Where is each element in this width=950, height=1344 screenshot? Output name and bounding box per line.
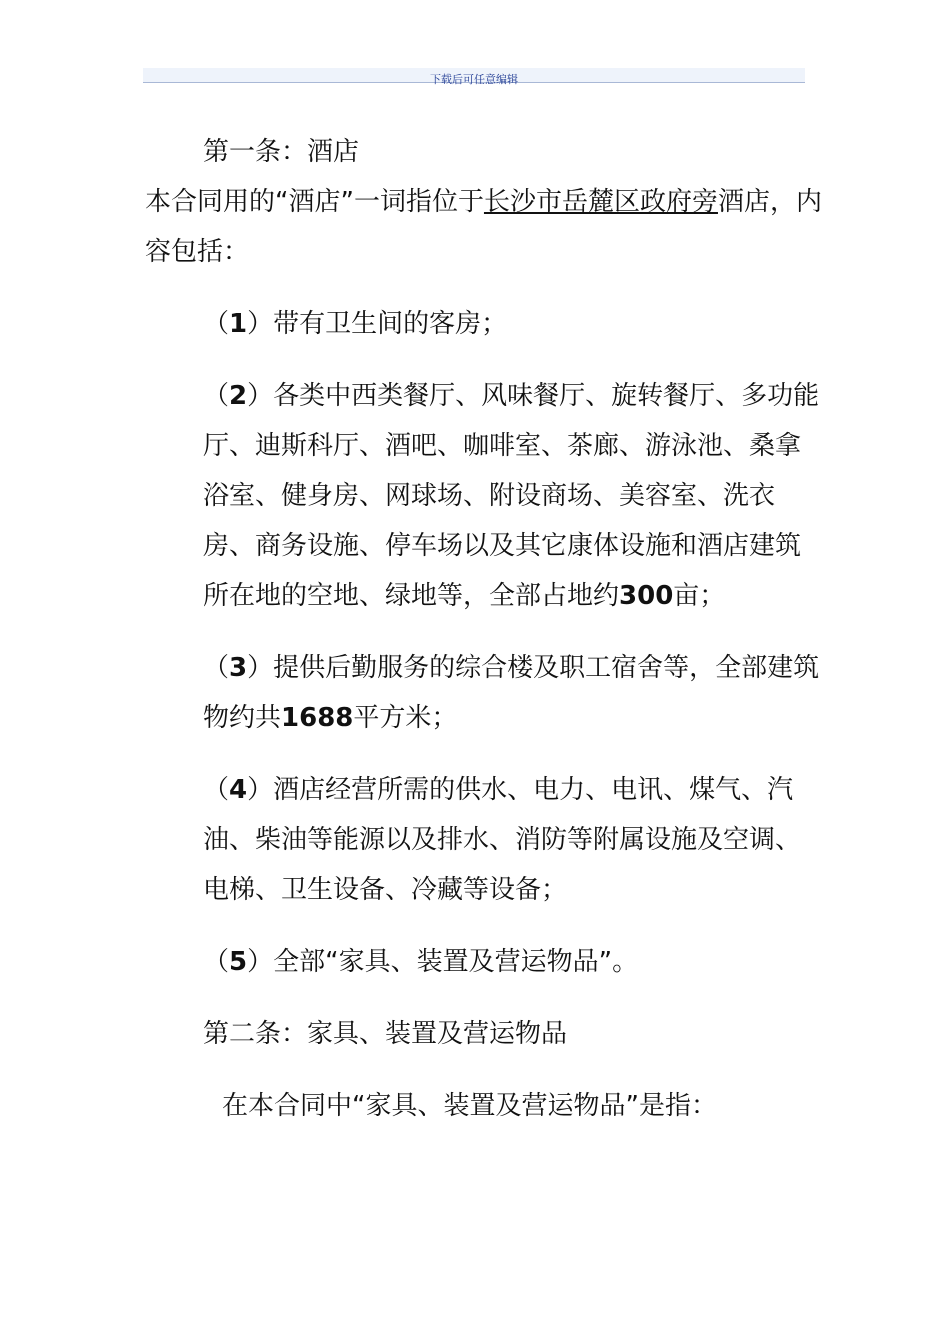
item-tail: 平方米； bbox=[353, 703, 458, 733]
article-1-intro bbox=[145, 177, 825, 277]
item-number: 4 bbox=[229, 775, 248, 805]
item-number: 3 bbox=[229, 653, 248, 683]
item-5 bbox=[145, 937, 825, 987]
intro-text-b: 酒店，内容包括： bbox=[145, 187, 822, 267]
item-number: 5 bbox=[229, 947, 248, 977]
document-body bbox=[145, 127, 825, 1131]
article-2-definition: 在本合同中“家具、装置及营运物品”是指： bbox=[222, 1091, 717, 1121]
item-paren-open: （ bbox=[203, 775, 230, 805]
article-2-title: 第二条：家具、装置及营运物品 bbox=[203, 1019, 568, 1049]
item-text: 全部“家具、装置及营运物品”。 bbox=[273, 947, 639, 977]
item-number: 1 bbox=[229, 309, 248, 339]
item-tail: 亩； bbox=[673, 581, 726, 611]
item-4 bbox=[145, 765, 825, 915]
item-paren-close: ） bbox=[247, 653, 274, 683]
item-paren-open: （ bbox=[203, 381, 230, 411]
item-text: 提供后勤服务的综合楼及职工宿舍等，全部建筑物约共 bbox=[203, 653, 820, 733]
item-paren-close: ） bbox=[247, 947, 274, 977]
item-number: 2 bbox=[229, 381, 248, 411]
intro-text-a: 本合同用的“酒店”一词指位于 bbox=[145, 187, 484, 217]
item-text: 各类中西类餐厅、风味餐厅、旋转餐厅、多功能厅、迪斯科厅、酒吧、咖啡室、茶廊、游泳池、桑拿浴室、健身房、网球场、附设商场、美容室、洗衣房、商务设施、停车场以及其它康体设施和酒店建筑所在地的空地、绿地等，全部占地约 bbox=[203, 381, 820, 611]
item-paren-close: ） bbox=[247, 309, 274, 339]
item-value: 300 bbox=[619, 581, 674, 611]
intro-location: 长沙市岳麓区政府旁 bbox=[483, 187, 718, 217]
item-paren-close: ） bbox=[247, 775, 274, 805]
item-value: 1688 bbox=[281, 703, 354, 733]
item-paren-open: （ bbox=[203, 653, 230, 683]
item-paren-open: （ bbox=[203, 309, 230, 339]
item-text: 酒店经营所需的供水、电力、电讯、煤气、汽油、柴油等能源以及排水、消防等附属设施及空调、电梯、卫生设备、冷藏等设备； bbox=[203, 775, 802, 905]
article-1-title: 第一条：酒店 bbox=[203, 137, 360, 167]
item-3 bbox=[145, 643, 825, 743]
page-header bbox=[143, 68, 805, 86]
item-paren-close: ） bbox=[247, 381, 274, 411]
item-text: 带有卫生间的客房； bbox=[273, 309, 508, 339]
item-1 bbox=[145, 299, 825, 349]
item-paren-open: （ bbox=[203, 947, 230, 977]
header-note: 下载后可任意编辑 bbox=[430, 73, 518, 86]
item-2 bbox=[145, 371, 825, 621]
